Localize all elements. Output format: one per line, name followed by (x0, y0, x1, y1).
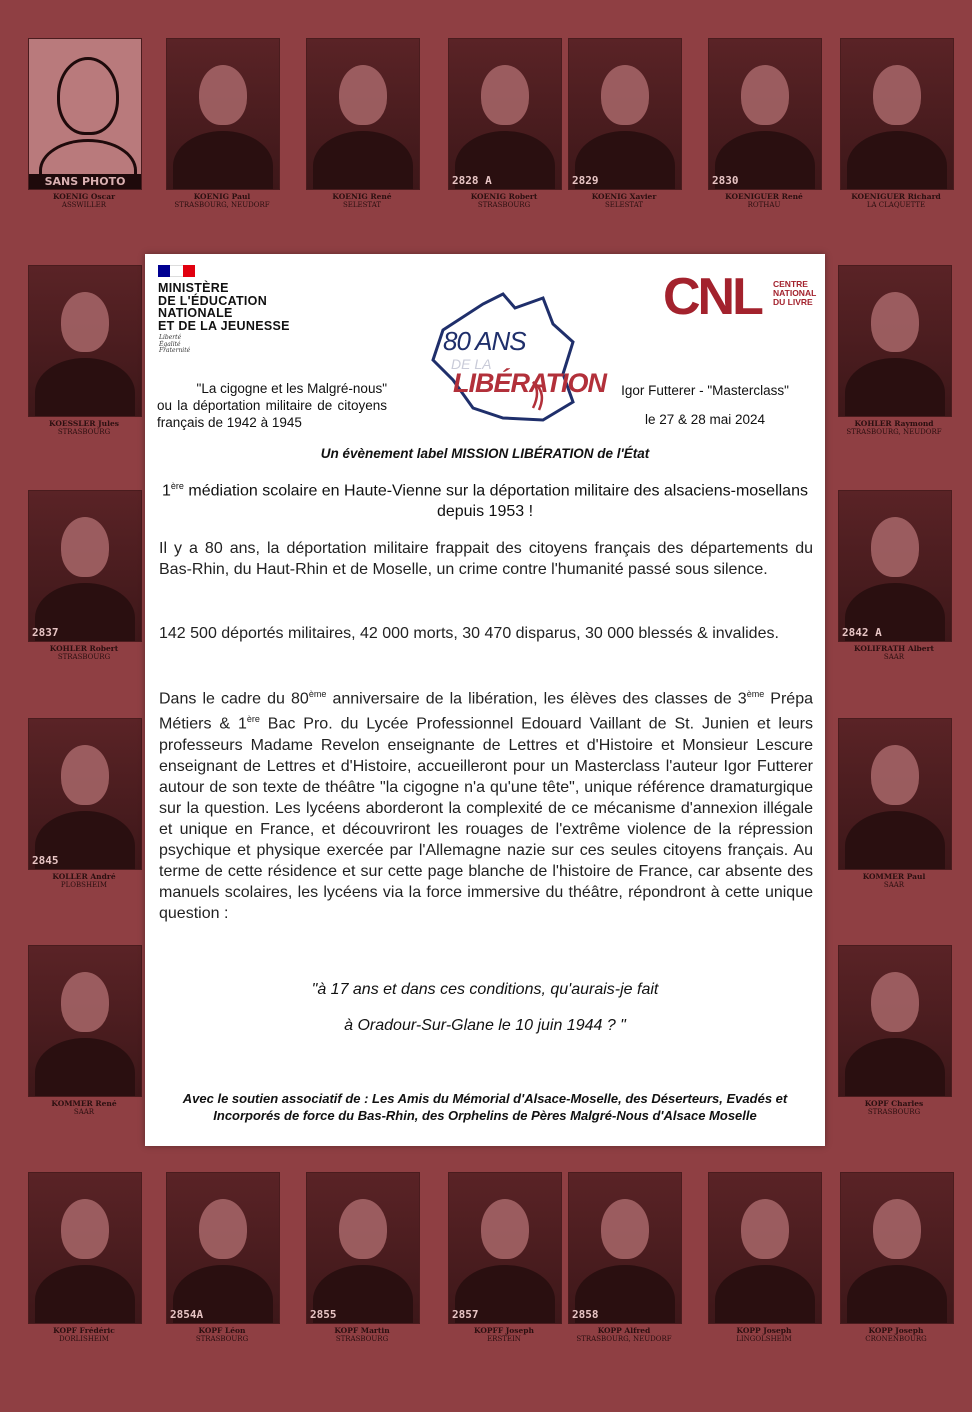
portrait-name: KOLLER André (52, 872, 116, 881)
event-title-line2: ou la déportation militaire de citoyens français de 1942 à 1945 (157, 398, 387, 430)
portrait-photo (840, 38, 954, 190)
portrait-info: STRASBOURG (335, 1335, 389, 1343)
flag-blue (158, 265, 170, 277)
portrait-number: 2828 A (452, 174, 492, 187)
portrait-card (28, 38, 140, 209)
ministry-logo (158, 282, 290, 332)
portrait-info: STRASBOURG (57, 428, 111, 436)
portrait-info: ROTHAU (747, 201, 781, 209)
portrait-card (28, 718, 140, 889)
mission-label: Un évènement label MISSION LIBÉRATION de l'État (320, 446, 650, 461)
portrait-name: KOPF Martin (334, 1326, 390, 1335)
masterclass-title: Igor Futterer - "Masterclass" (621, 383, 789, 398)
headline (155, 476, 815, 522)
portrait-caption (28, 642, 140, 661)
portrait-info: ERSTEIN (487, 1335, 521, 1343)
portrait-card (838, 490, 950, 661)
flag-white (170, 265, 182, 277)
portrait-caption (166, 1324, 278, 1343)
portrait-photo (838, 718, 952, 870)
portrait-caption (708, 190, 820, 209)
portrait-caption (838, 1097, 950, 1116)
ministry-motto (159, 335, 190, 355)
portrait-caption (448, 190, 560, 209)
portrait-card (838, 265, 950, 436)
ministry-line: ET DE LA JEUNESSE (158, 318, 290, 333)
portrait-photo (448, 1172, 562, 1324)
portrait-photo (708, 38, 822, 190)
portrait-name: KOENIGUER Richard (851, 192, 941, 201)
portrait-photo (306, 38, 420, 190)
portrait-name: KOPF Léon (198, 1326, 246, 1335)
portrait-number: 2855 (310, 1308, 337, 1321)
portrait-name: KOHLER Robert (49, 644, 119, 653)
portrait-name: KOENIG René (332, 192, 392, 201)
paragraph-intro: Il y a 80 ans, la déportation militaire frappait des citoyens français des départements du Bas-Rhin, du Haut-Rhin et de Moselle, un crime contre l'humanité passé sous silence. (159, 540, 813, 578)
portrait-caption (708, 1324, 820, 1343)
portrait-card (166, 38, 278, 209)
portrait-caption (166, 190, 278, 209)
portrait-info: SAAR (883, 653, 905, 661)
portrait-caption (838, 417, 950, 436)
portrait-name: KOENIG Robert (470, 192, 538, 201)
portrait-card (28, 945, 140, 1116)
portrait-info: STRASBOURG, NEUDORF (846, 428, 942, 436)
french-flag-icon (158, 265, 195, 277)
event-title-line1: "La cigogne et les Malgré-nous" (196, 381, 387, 396)
portrait-name: KOPFF Joseph (474, 1326, 534, 1335)
portrait-card (28, 1172, 140, 1343)
quote-line1: "à 17 ans et dans ces conditions, qu'aurais-je fait (311, 981, 659, 998)
portrait-number: 2845 (32, 854, 59, 867)
ministry-line: MINISTÈRE (158, 281, 229, 295)
portrait-name: KOENIG Oscar (52, 192, 116, 201)
portrait-photo (28, 490, 142, 642)
portrait-photo (838, 265, 952, 417)
portrait-caption (306, 190, 418, 209)
headline-sup: ère (170, 481, 184, 491)
motto-line: Fraternité (159, 347, 191, 354)
cnl-subtitle (773, 280, 816, 307)
para-seg: anniversaire de la libération, les élèves des classes de 3 (326, 690, 747, 708)
portrait-info: STRASBOURG (57, 653, 111, 661)
portrait-name: KOPP Joseph (736, 1326, 792, 1335)
portrait-photo (568, 1172, 682, 1324)
motto-line: Égalité (159, 340, 181, 348)
para-seg: Prépa Métiers & 1 (159, 690, 813, 733)
portrait-card (708, 1172, 820, 1343)
masterclass-date: le 27 & 28 mai 2024 (644, 412, 766, 427)
paragraph-figures: 142 500 déportés militaires, 42 000 morts, 30 470 disparus, 30 000 blessés & invalides. (159, 625, 779, 642)
portrait-photo (838, 490, 952, 642)
portrait-name: KOPP Alfred (597, 1326, 651, 1335)
portrait-caption (568, 1324, 680, 1343)
portrait-number: 2842 A (842, 626, 882, 639)
para-seg: Bac Pro. du Lycée Professionnel Edouard Vaillant de St. Junien et leurs professeurs Madame Revelon enseignante de Lettres et d'Histoire et Monsieur Lescure enseignant de Lettres et d'Histoire, accueilleront pour un Masterclass l'auteur Igor Futterer autour de son texte de théâtre "la cigogne n'a qu'une tête", unique référence dramaturgique sur la question. Les lycéens aborderont la complexité de ce mécanisme d'annexion illégale et unique en France, et découvriront les rouages de l'extrême violence de la répression psychique et physique exercée par l'Allemagne nazie sur ces seules citoyens français. Au terme de cette résidence et sur cette page blanche de l'histoire de France, car absente des manuels scolaires, les lycéens via la force immersive du théâtre, répondront à cette unique question : (159, 715, 813, 922)
portrait-info: STRASBOURG, NEUDORF (576, 1335, 672, 1343)
para-sup: ère (246, 714, 260, 725)
portrait-photo (838, 945, 952, 1097)
portrait-name: KOHLER Raymond (854, 419, 934, 428)
portrait-card (28, 265, 140, 436)
flag-red (183, 265, 195, 277)
portrait-number: 2857 (452, 1308, 479, 1321)
portrait-photo (166, 38, 280, 190)
portrait-info: SAAR (73, 1108, 95, 1116)
paragraph-program (159, 684, 813, 924)
portrait-name: KOPF Frédéric (53, 1326, 115, 1335)
cnl-line: NATIONAL (773, 288, 817, 298)
portrait-caption (840, 190, 952, 209)
portrait-name: KOLIFRATH Albert (854, 644, 934, 653)
portrait-card (840, 38, 952, 209)
portrait-caption (840, 1324, 952, 1343)
portrait-name: KOENIGUER René (725, 192, 803, 201)
portrait-name: KOENIG Paul (193, 192, 251, 201)
portrait-card (838, 945, 950, 1116)
portrait-info: DORLISHEIM (59, 1335, 109, 1343)
logo-de-la: DE LA (451, 356, 492, 372)
portrait-photo (840, 1172, 954, 1324)
logo-80-ans: 80 ANS (443, 326, 526, 356)
logo-liberation: LIBÉRATION (453, 368, 606, 398)
portrait-caption (306, 1324, 418, 1343)
portrait-info: STRASBOURG, NEUDORF (174, 201, 270, 209)
headline-num: 1 (162, 482, 171, 500)
portrait-caption (28, 417, 140, 436)
portrait-card (838, 718, 950, 889)
portrait-info: ASSWILLER (61, 201, 107, 209)
portrait-caption (28, 190, 140, 209)
portrait-info: LA CLAQUETTE (866, 201, 926, 209)
portrait-name: KOMMER Paul (862, 872, 926, 881)
announcement-panel (145, 254, 825, 1146)
event-title (157, 380, 387, 431)
para-seg: Dans le cadre du 80 (159, 690, 309, 708)
portrait-name: KOPF Charles (864, 1099, 924, 1108)
france-map-icon (423, 290, 593, 430)
portrait-caption (448, 1324, 560, 1343)
portrait-card (708, 38, 820, 209)
portrait-caption (28, 1324, 140, 1343)
portrait-caption (28, 1097, 140, 1116)
portrait-photo (28, 945, 142, 1097)
portrait-info: SELESTAT (342, 201, 382, 209)
portrait-number: 2829 (572, 174, 599, 187)
portrait-photo (28, 718, 142, 870)
portrait-number: 2858 (572, 1308, 599, 1321)
portrait-photo (708, 1172, 822, 1324)
support-text: Avec le soutien associatif de : Les Amis du Mémorial d'Alsace-Moselle, des Déserteurs, Evadés et Incorporés de force du Bas-Rhin, des Orphelins de Pères Malgré-Nous d'Alsace Moselle (182, 1091, 788, 1123)
portrait-card (568, 38, 680, 209)
portrait-photo (306, 1172, 420, 1324)
portrait-card (448, 38, 560, 209)
portrait-name: KOESSLER Jules (49, 419, 119, 428)
portrait-number: 2830 (712, 174, 739, 187)
portrait-photo (28, 1172, 142, 1324)
portrait-caption (568, 190, 680, 209)
portrait-photo (568, 38, 682, 190)
portrait-card (306, 1172, 418, 1343)
portrait-photo (28, 265, 142, 417)
motto-line: Liberté (159, 334, 182, 341)
portrait-name: KOMMER René (51, 1099, 117, 1108)
portrait-name: KOENIG Xavier (591, 192, 657, 201)
portrait-info: STRASBOURG (867, 1108, 921, 1116)
portrait-info: STRASBOURG (477, 201, 531, 209)
cnl-logo (663, 268, 823, 330)
portrait-caption (838, 870, 950, 889)
portrait-photo (448, 38, 562, 190)
cnl-letters: CNL (663, 268, 761, 326)
portrait-card (448, 1172, 560, 1343)
portrait-number: 2854A (170, 1308, 204, 1321)
portrait-photo (166, 1172, 280, 1324)
sans-photo-label: SANS PHOTO (29, 174, 141, 189)
portrait-info: PLOBSHEIM (60, 881, 108, 889)
portrait-placeholder (28, 38, 142, 190)
portrait-card (840, 1172, 952, 1343)
ministry-line: DE L'ÉDUCATION (158, 293, 268, 308)
portrait-card (568, 1172, 680, 1343)
portrait-info: CRONENBOURG (865, 1335, 927, 1343)
cnl-line: DU LIVRE (773, 297, 813, 307)
portrait-info: SELESTAT (604, 201, 644, 209)
liberation-80-logo (423, 290, 606, 430)
portrait-info: STRASBOURG (195, 1335, 249, 1343)
para-sup: ème (746, 689, 765, 699)
para-sup: ème (308, 689, 327, 699)
portrait-card (306, 38, 418, 209)
portrait-info: LINGOLSHEIM (736, 1335, 792, 1343)
cnl-line: CENTRE (773, 279, 808, 289)
masterclass-info (605, 382, 805, 428)
portrait-info: SAAR (883, 881, 905, 889)
portrait-number: 2837 (32, 626, 59, 639)
headline-text: médiation scolaire en Haute-Vienne sur la déportation militaire des alsaciens-mosellans depuis 1953 ! (183, 482, 808, 521)
portrait-name: KOPP Joseph (868, 1326, 924, 1335)
portrait-card (166, 1172, 278, 1343)
quote-line2: à Oradour-Sur-Glane le 10 juin 1944 ? " (344, 1017, 626, 1034)
portrait-card (28, 490, 140, 661)
portrait-caption (28, 870, 140, 889)
portrait-caption (838, 642, 950, 661)
ministry-line: NATIONALE (158, 306, 233, 320)
